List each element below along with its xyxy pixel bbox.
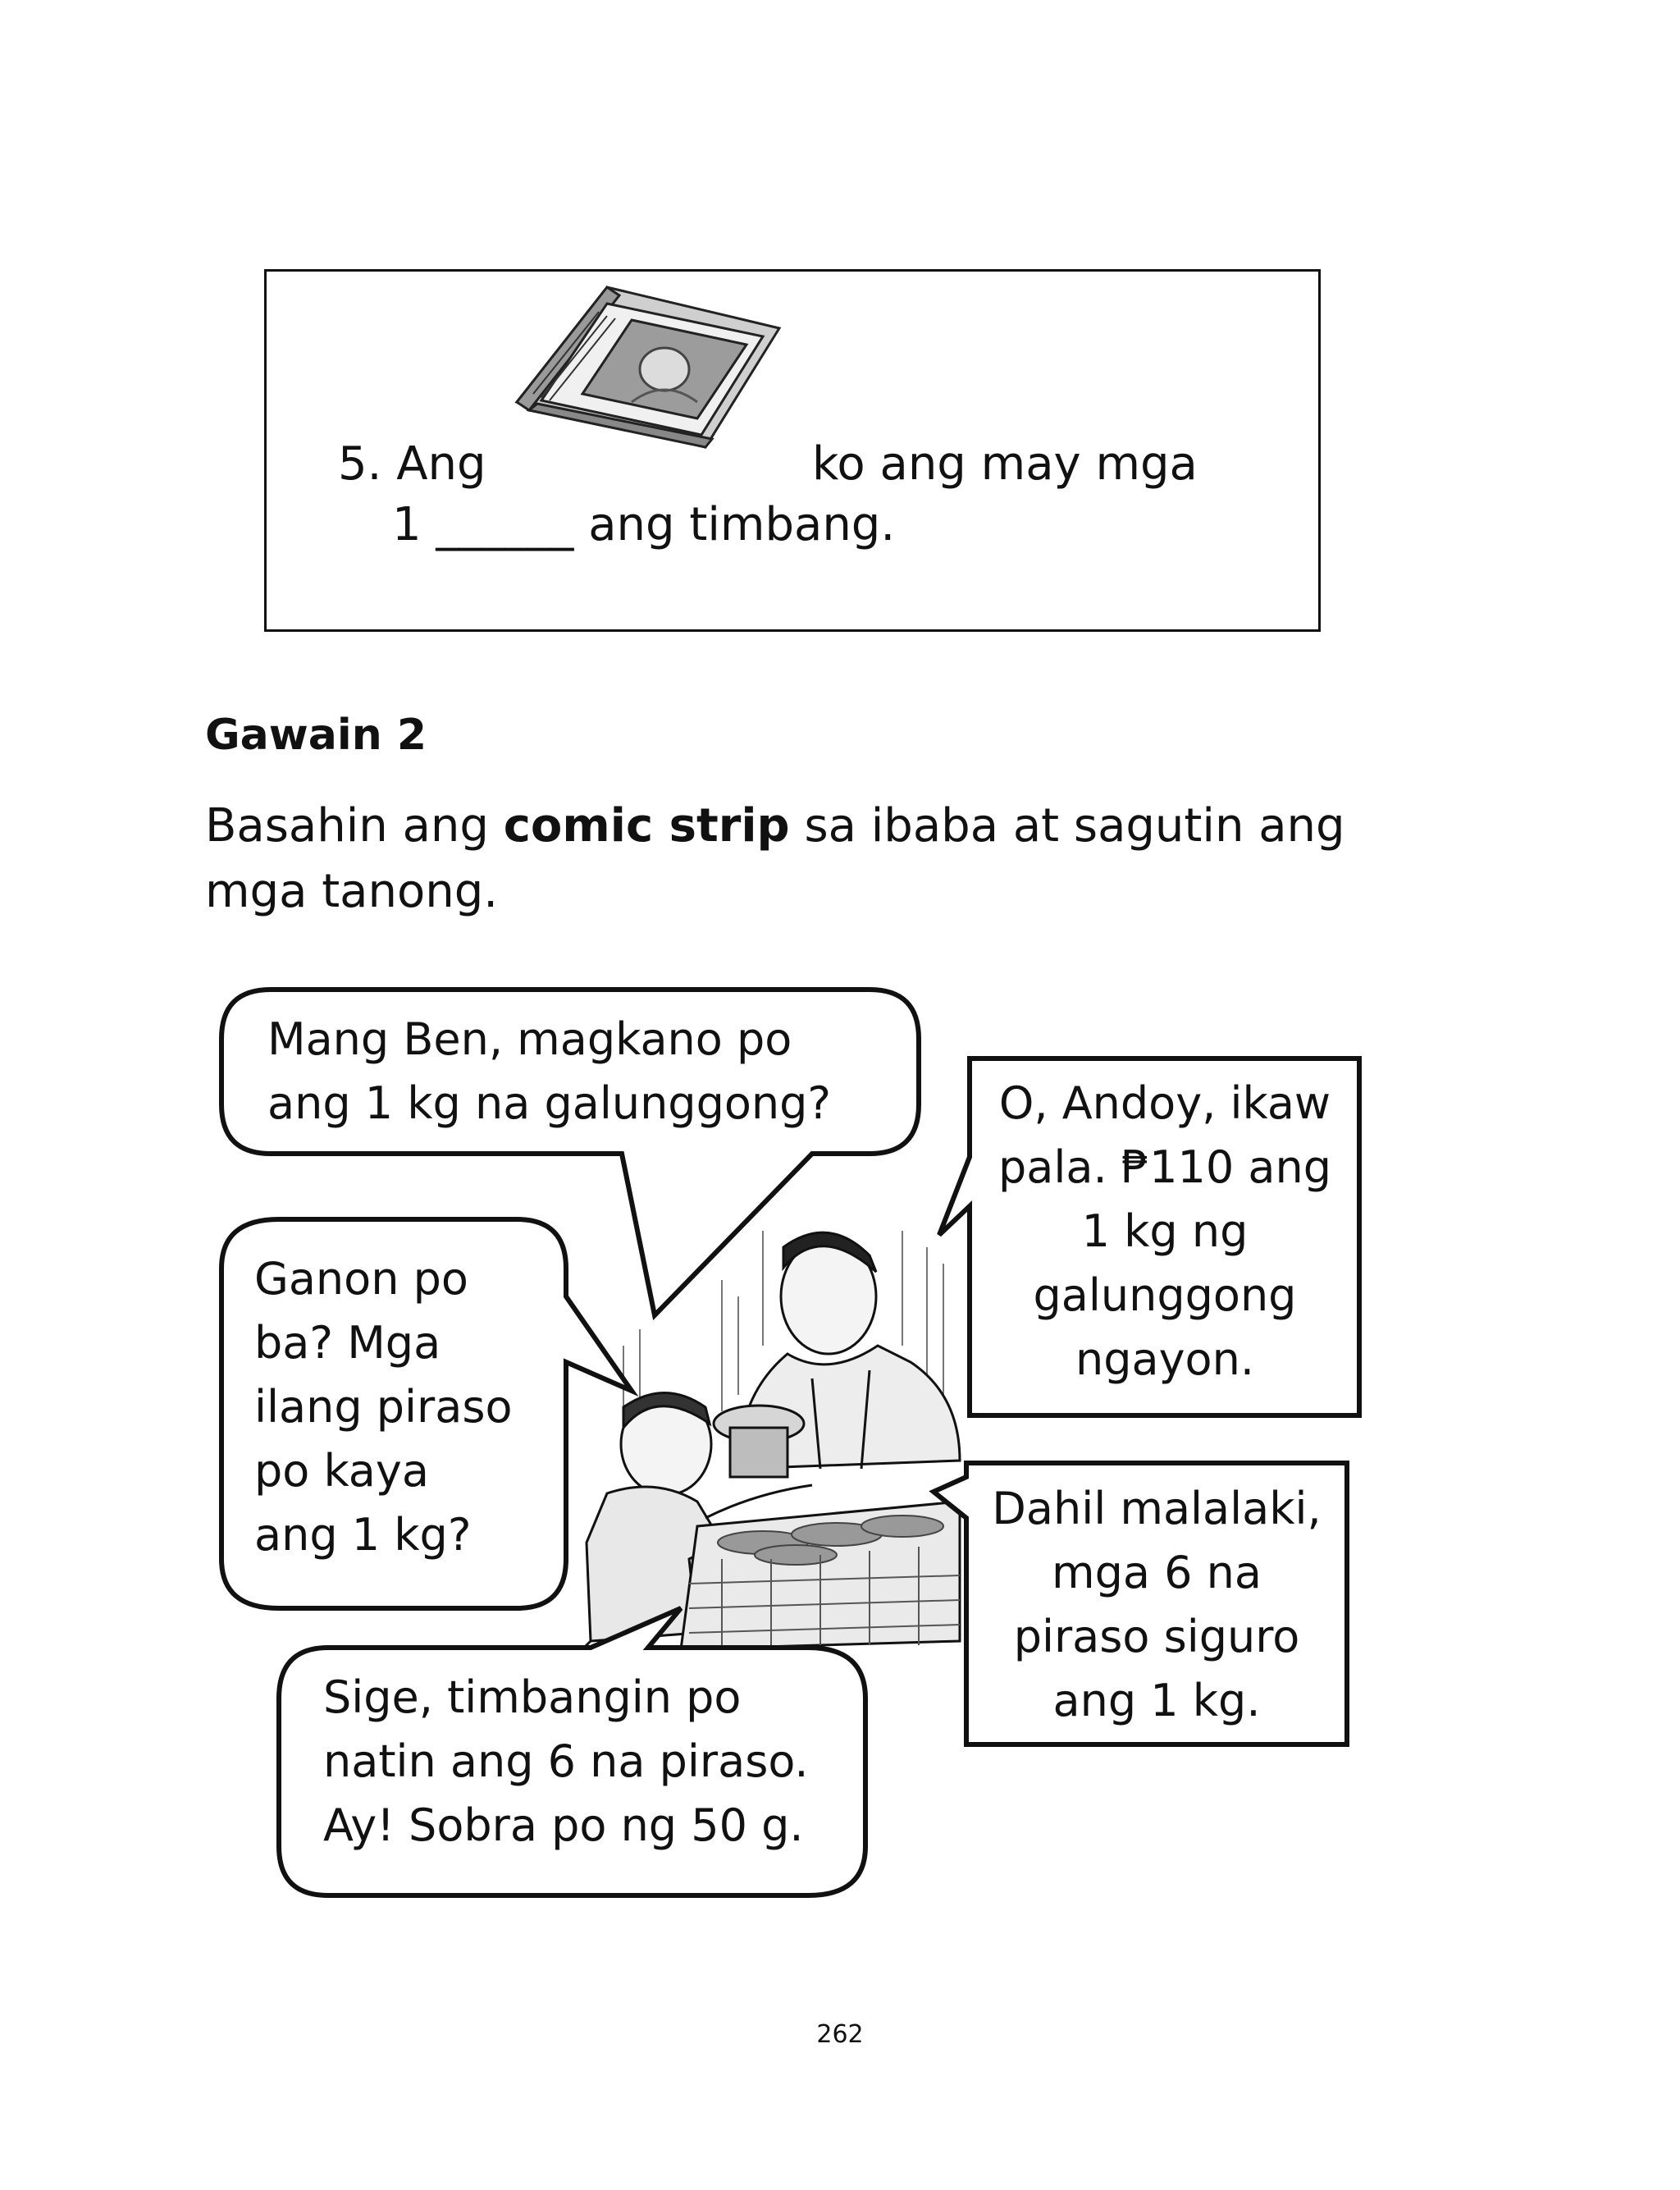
bubble-3-line: ba? Mga bbox=[254, 1317, 441, 1369]
instruction-text-post: sa ibaba at sagutin ang bbox=[789, 799, 1345, 853]
bubble-1-line: Mang Ben, magkano po bbox=[267, 1013, 792, 1065]
bubble-5-line: Sige, timbangin po bbox=[323, 1671, 742, 1723]
bubble-2-line: O, Andoy, ikaw bbox=[998, 1077, 1331, 1129]
question-5-line-2: 1 ______ ang timbang. bbox=[392, 498, 896, 551]
bubble-2-line: ngayon. bbox=[1075, 1333, 1254, 1385]
bubble-4-line: ang 1 kg. bbox=[1052, 1675, 1261, 1726]
bubble-5-line: natin ang 6 na piraso. bbox=[323, 1735, 809, 1787]
section-title: Gawain 2 bbox=[205, 711, 427, 760]
fish-vendor-and-boy-illustration bbox=[582, 1231, 960, 1649]
instruction-text-bold: comic strip bbox=[503, 799, 790, 853]
bubble-2-text bbox=[975, 1072, 1355, 1392]
page-number: 262 bbox=[816, 2020, 864, 2049]
bubble-4-line: mga 6 na bbox=[1052, 1547, 1262, 1598]
bubble-3-line: Ganon po bbox=[254, 1253, 468, 1305]
bubble-2-line: pala. ₱110 ang bbox=[998, 1141, 1331, 1193]
instruction-text-pre: Basahin ang bbox=[205, 799, 504, 853]
bubble-2-line: galunggong bbox=[1033, 1269, 1297, 1321]
bubble-2-line: 1 kg ng bbox=[1081, 1205, 1249, 1257]
bubble-3-line: po kaya bbox=[254, 1445, 429, 1497]
instruction-line-2: mga tanong. bbox=[205, 865, 499, 918]
bubble-4-line: Dahil malalaki, bbox=[992, 1483, 1322, 1534]
bubble-4-text bbox=[971, 1477, 1342, 1733]
bubble-3-line: ilang piraso bbox=[254, 1381, 513, 1433]
bubble-3-line: ang 1 kg? bbox=[254, 1509, 472, 1561]
bubble-5-line: Ay! Sobra po ng 50 g. bbox=[323, 1799, 804, 1851]
bubble-1-line: ang 1 kg na galunggong? bbox=[267, 1077, 832, 1129]
bubble-1-text bbox=[267, 1008, 831, 1136]
question-5-middle: ko ang may mga bbox=[812, 437, 1198, 491]
question-5-start: 5. Ang bbox=[338, 437, 486, 491]
bubble-4-line: piraso siguro bbox=[1013, 1611, 1300, 1662]
bubble-3-text bbox=[254, 1247, 513, 1567]
bubble-5-text bbox=[323, 1666, 809, 1858]
